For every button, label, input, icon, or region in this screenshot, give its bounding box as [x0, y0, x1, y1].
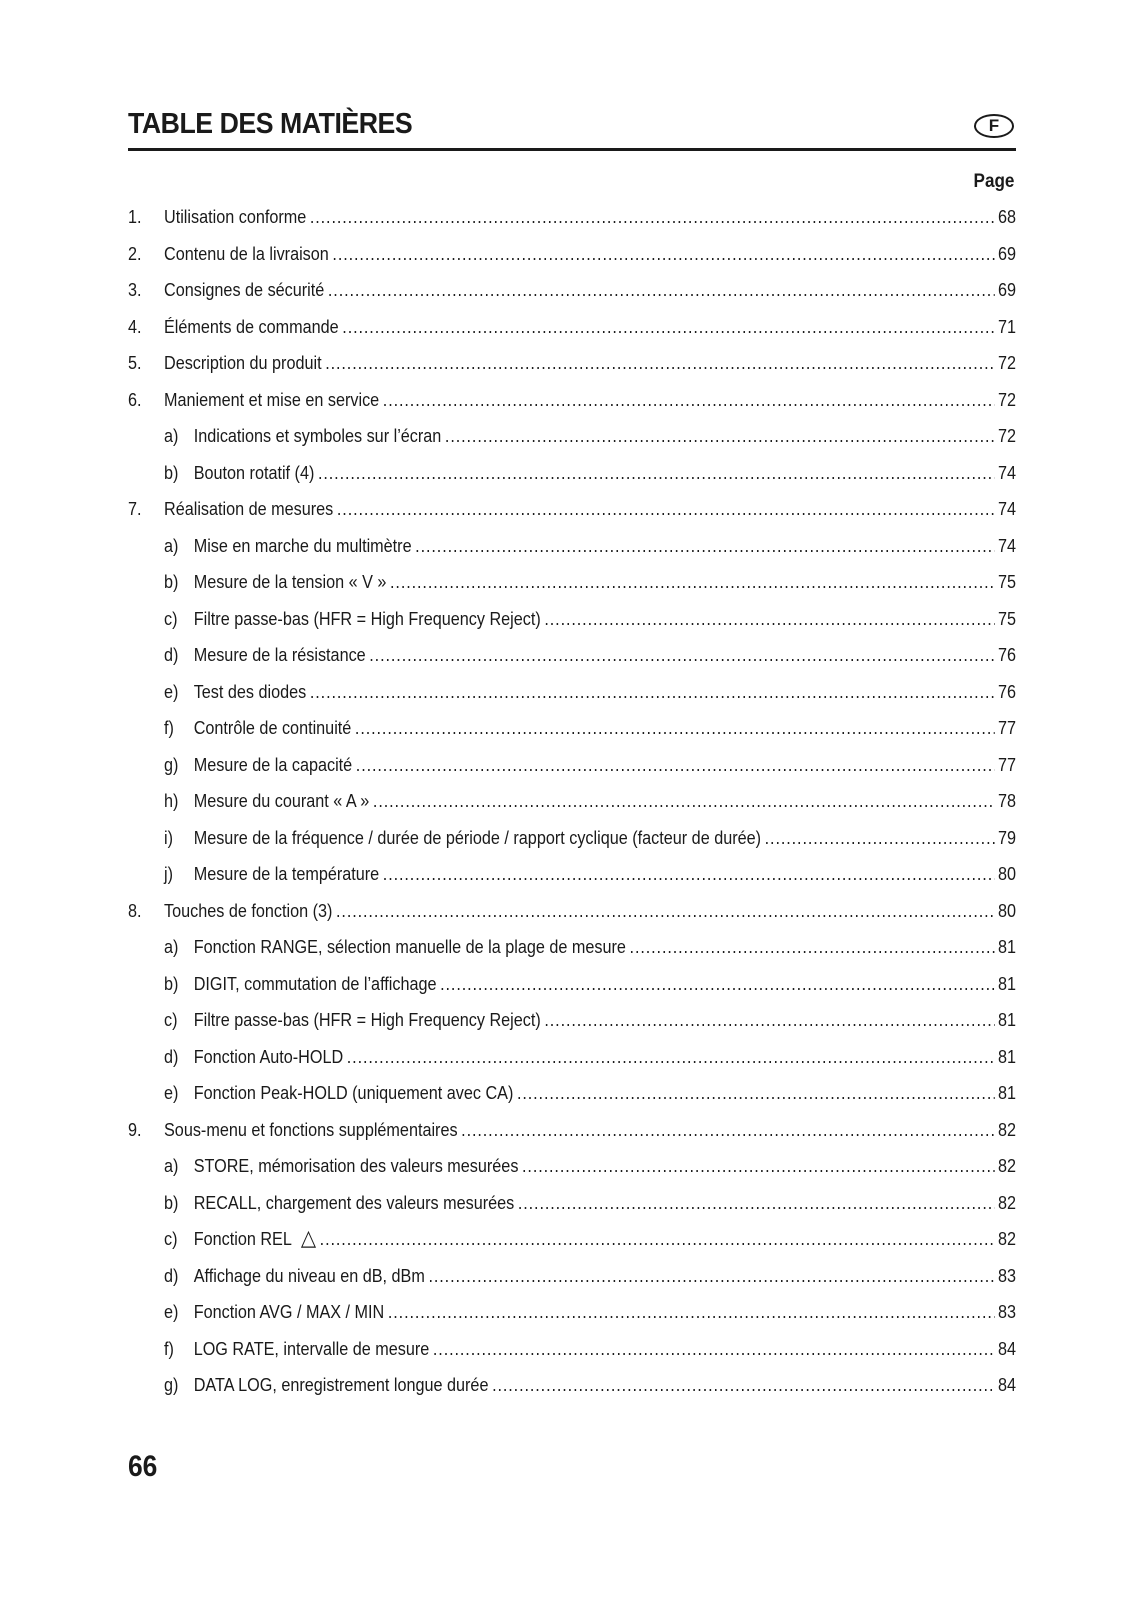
toc-entry-label: Test des diodes — [193, 681, 307, 702]
toc-entry-number: 3. — [128, 280, 142, 300]
toc-entry[interactable] — [128, 1185, 1016, 1222]
toc-entry[interactable] — [128, 1367, 1016, 1404]
toc-entry-number: 2. — [128, 243, 142, 264]
toc-entry-letter: b) — [164, 973, 179, 994]
toc-entry-page: 83 — [997, 1302, 1016, 1322]
toc-entry-page: 72 — [997, 389, 1016, 410]
toc-entry-label: Mesure du courant « A » — [193, 791, 370, 811]
toc-entry-label: Fonction RANGE, sélection manuelle de la plage de mesure — [193, 937, 626, 957]
toc-entry[interactable] — [128, 929, 1016, 966]
toc-entry[interactable] — [128, 820, 1016, 857]
toc-entry-label: Sous-menu et fonctions supplémentaires — [164, 1119, 458, 1140]
toc-entry[interactable] — [128, 1112, 1016, 1149]
toc-entry-label: Mise en marche du multimètre — [193, 535, 412, 556]
leader-dots — [342, 309, 994, 346]
toc-entry-letter: d) — [164, 1265, 179, 1286]
toc-entry-page: 81 — [997, 1046, 1016, 1067]
leader-dots — [390, 564, 994, 601]
toc-entry-label: STORE, mémorisation des valeurs mesurées — [193, 1156, 519, 1176]
toc-entry[interactable] — [128, 1075, 1016, 1112]
leader-dots — [461, 1112, 994, 1149]
toc-entry[interactable] — [128, 747, 1016, 784]
toc-entry[interactable] — [128, 564, 1016, 601]
toc-entry-page: 82 — [997, 1119, 1016, 1140]
toc-entry[interactable] — [128, 199, 1016, 236]
toc-entry-letter: e) — [164, 681, 179, 702]
toc-entry-page: 82 — [997, 1192, 1016, 1213]
leader-dots — [765, 820, 995, 857]
leader-dots — [347, 1039, 995, 1076]
toc-entry-label: Mesure de la résistance — [193, 645, 366, 665]
toc-entry-label: Filtre passe-bas (HFR = High Frequency Reject) — [193, 1010, 541, 1030]
toc-entry-label: Mesure de la fréquence / durée de période / rapport cyclique (facteur de durée) — [193, 827, 762, 848]
leader-dots — [356, 747, 995, 784]
page-number: 66 — [128, 1450, 158, 1483]
toc-entry-label: Affichage du niveau en dB, dBm — [193, 1265, 425, 1286]
toc-entry-page: 71 — [997, 316, 1016, 337]
toc-entry-page: 81 — [997, 1010, 1016, 1030]
toc-entry-page: 80 — [997, 900, 1016, 921]
toc-entry-label: Filtre passe-bas (HFR = High Frequency Reject) — [193, 608, 541, 629]
toc-entry-letter: d) — [164, 1046, 179, 1067]
toc-entry-number: 5. — [128, 353, 142, 373]
toc-entry-page: 76 — [997, 681, 1016, 702]
toc-entry-page: 74 — [997, 499, 1016, 519]
toc-entry[interactable] — [128, 966, 1016, 1003]
toc-entry[interactable] — [128, 1331, 1016, 1368]
leader-dots — [415, 528, 994, 565]
toc-entry-page: 69 — [997, 243, 1016, 264]
toc-entry-page: 69 — [997, 280, 1016, 300]
toc-entry-label: Mesure de la tension « V » — [193, 572, 387, 592]
leader-dots — [492, 1367, 994, 1404]
toc-entry[interactable] — [128, 382, 1016, 419]
toc-entry-letter: e) — [164, 1302, 179, 1322]
leader-dots — [544, 601, 994, 638]
leader-dots — [325, 345, 994, 382]
toc-entry-letter: a) — [164, 426, 179, 446]
toc-entry[interactable] — [128, 418, 1016, 455]
toc-entry-letter: a) — [164, 535, 179, 556]
page-title: TABLE DES MATIÈRES — [128, 108, 413, 140]
page-header — [128, 104, 1016, 151]
toc-entry[interactable] — [128, 272, 1016, 309]
toc-entry[interactable] — [128, 856, 1016, 893]
leader-dots — [440, 966, 994, 1003]
leader-dots — [388, 1294, 995, 1331]
toc-entry-label: Consignes de sécurité — [164, 280, 325, 300]
toc-entry[interactable] — [128, 1148, 1016, 1185]
toc-entry[interactable] — [128, 1294, 1016, 1331]
leader-dots — [373, 783, 994, 820]
toc-entry-label: Contrôle de continuité — [193, 718, 352, 738]
toc-entry-number: 7. — [128, 499, 142, 519]
toc-entry-number: 1. — [128, 207, 142, 227]
leader-dots — [310, 674, 994, 711]
leader-dots — [318, 455, 994, 492]
toc-entry-label: Touches de fonction (3) — [164, 900, 333, 921]
toc-entry-page: 81 — [997, 937, 1016, 957]
toc-entry-page: 72 — [997, 353, 1016, 373]
toc-entry-number: 4. — [128, 316, 142, 337]
toc-entry-label: Utilisation conforme — [164, 207, 307, 227]
toc-entry[interactable] — [128, 455, 1016, 492]
toc-entry-letter: b) — [164, 572, 179, 592]
toc-entry-page: 80 — [997, 864, 1016, 884]
leader-dots — [630, 929, 995, 966]
toc-entry-letter: g) — [164, 754, 179, 775]
leader-dots — [355, 710, 994, 747]
leader-dots — [544, 1002, 994, 1039]
toc-entry-letter: j) — [164, 864, 173, 884]
toc-entry-number: 9. — [128, 1119, 142, 1140]
page-column-label: Page — [973, 171, 1014, 192]
toc-entry[interactable] — [128, 674, 1016, 711]
toc-entry-label: Éléments de commande — [164, 316, 339, 337]
toc-entry[interactable] — [128, 601, 1016, 638]
toc-entry-letter: f) — [164, 718, 174, 738]
toc-entry-page: 82 — [997, 1229, 1016, 1249]
toc-entry-letter: e) — [164, 1083, 179, 1103]
toc-entry[interactable] — [128, 1002, 1016, 1039]
toc-entry-label: Fonction Peak-HOLD (uniquement avec CA) — [193, 1083, 514, 1103]
toc-entry-letter: i) — [164, 827, 173, 848]
toc-entry-page: 75 — [997, 608, 1016, 629]
toc-entry-label: Bouton rotatif (4) — [193, 462, 315, 483]
leader-dots — [517, 1075, 994, 1112]
toc-entry[interactable] — [128, 893, 1016, 930]
toc-entry-label: Description du produit — [164, 353, 322, 373]
toc-entry-page: 75 — [997, 572, 1016, 592]
toc-entry-letter: c) — [164, 608, 178, 629]
toc-entry-number: 8. — [128, 900, 142, 921]
toc-entry-letter: f) — [164, 1338, 174, 1359]
toc-entry-letter: b) — [164, 1192, 179, 1213]
leader-dots — [332, 236, 994, 273]
toc-entry-page: 76 — [997, 645, 1016, 665]
toc-entry[interactable] — [128, 236, 1016, 273]
toc-entry-label: Fonction REL — [193, 1229, 292, 1249]
leader-dots — [428, 1258, 994, 1295]
leader-dots — [310, 199, 995, 236]
leader-dots — [369, 637, 994, 674]
toc-entry-letter: g) — [164, 1375, 179, 1395]
toc-entry-page: 68 — [997, 207, 1016, 227]
toc-entry-page: 74 — [997, 535, 1016, 556]
toc-entry-page: 77 — [997, 718, 1016, 738]
toc-entry-letter: c) — [164, 1010, 178, 1030]
toc-entry-letter: a) — [164, 1156, 179, 1176]
toc-entry-page: 83 — [997, 1265, 1016, 1286]
toc-entry-page: 78 — [997, 791, 1016, 811]
toc-entry[interactable] — [128, 528, 1016, 565]
toc-entry-label: Fonction Auto-HOLD — [193, 1046, 344, 1067]
toc-entry[interactable] — [128, 637, 1016, 674]
toc-entry-page: 84 — [997, 1338, 1016, 1359]
toc-entry-label: Mesure de la capacité — [193, 754, 353, 775]
leader-dots — [433, 1331, 994, 1368]
table-of-contents — [128, 199, 1016, 1404]
toc-entry-letter: c) — [164, 1229, 178, 1249]
toc-entry-label: Maniement et mise en service — [164, 389, 380, 410]
leader-dots — [320, 1221, 995, 1258]
leader-dots — [328, 272, 994, 309]
toc-entry-label: Réalisation de mesures — [164, 499, 334, 519]
toc-entry-letter: d) — [164, 645, 179, 665]
toc-entry-page: 81 — [997, 973, 1016, 994]
toc-entry-label: Indications et symboles sur l’écran — [193, 426, 442, 446]
leader-dots — [383, 382, 995, 419]
toc-entry[interactable] — [128, 1258, 1016, 1295]
toc-entry-label: DATA LOG, enregistrement longue durée — [193, 1375, 489, 1395]
toc-entry[interactable] — [128, 345, 1016, 382]
toc-entry-label: DIGIT, commutation de l’affichage — [193, 973, 437, 994]
toc-entry[interactable] — [128, 710, 1016, 747]
toc-entry-page: 77 — [997, 754, 1016, 775]
toc-entry-page: 84 — [997, 1375, 1016, 1395]
toc-entry[interactable] — [128, 1039, 1016, 1076]
leader-dots — [445, 418, 994, 455]
toc-entry-letter: b) — [164, 462, 179, 483]
toc-entry-label: Contenu de la livraison — [164, 243, 329, 264]
toc-entry[interactable] — [128, 783, 1016, 820]
toc-entry-label: RECALL, chargement des valeurs mesurées — [193, 1192, 515, 1213]
leader-dots — [336, 893, 994, 930]
toc-entry[interactable] — [128, 309, 1016, 346]
leader-dots — [383, 856, 995, 893]
toc-entry-page: 82 — [997, 1156, 1016, 1176]
toc-entry-page: 72 — [997, 426, 1016, 446]
leader-dots — [337, 491, 994, 528]
toc-entry-number: 6. — [128, 389, 142, 410]
language-badge: F — [974, 114, 1014, 138]
leader-dots — [522, 1148, 994, 1185]
delta-icon: △ — [300, 1225, 317, 1250]
toc-entry-label: Mesure de la température — [193, 864, 380, 884]
toc-entry-page: 81 — [997, 1083, 1016, 1103]
leader-dots — [518, 1185, 995, 1222]
toc-entry-label: LOG RATE, intervalle de mesure — [193, 1338, 430, 1359]
toc-entry-letter: h) — [164, 791, 179, 811]
toc-entry-letter: a) — [164, 937, 179, 957]
toc-entry-page: 79 — [997, 827, 1016, 848]
toc-entry-page: 74 — [997, 462, 1016, 483]
toc-entry[interactable] — [128, 1221, 1016, 1258]
toc-entry[interactable] — [128, 491, 1016, 528]
toc-entry-label: Fonction AVG / MAX / MIN — [193, 1302, 385, 1322]
